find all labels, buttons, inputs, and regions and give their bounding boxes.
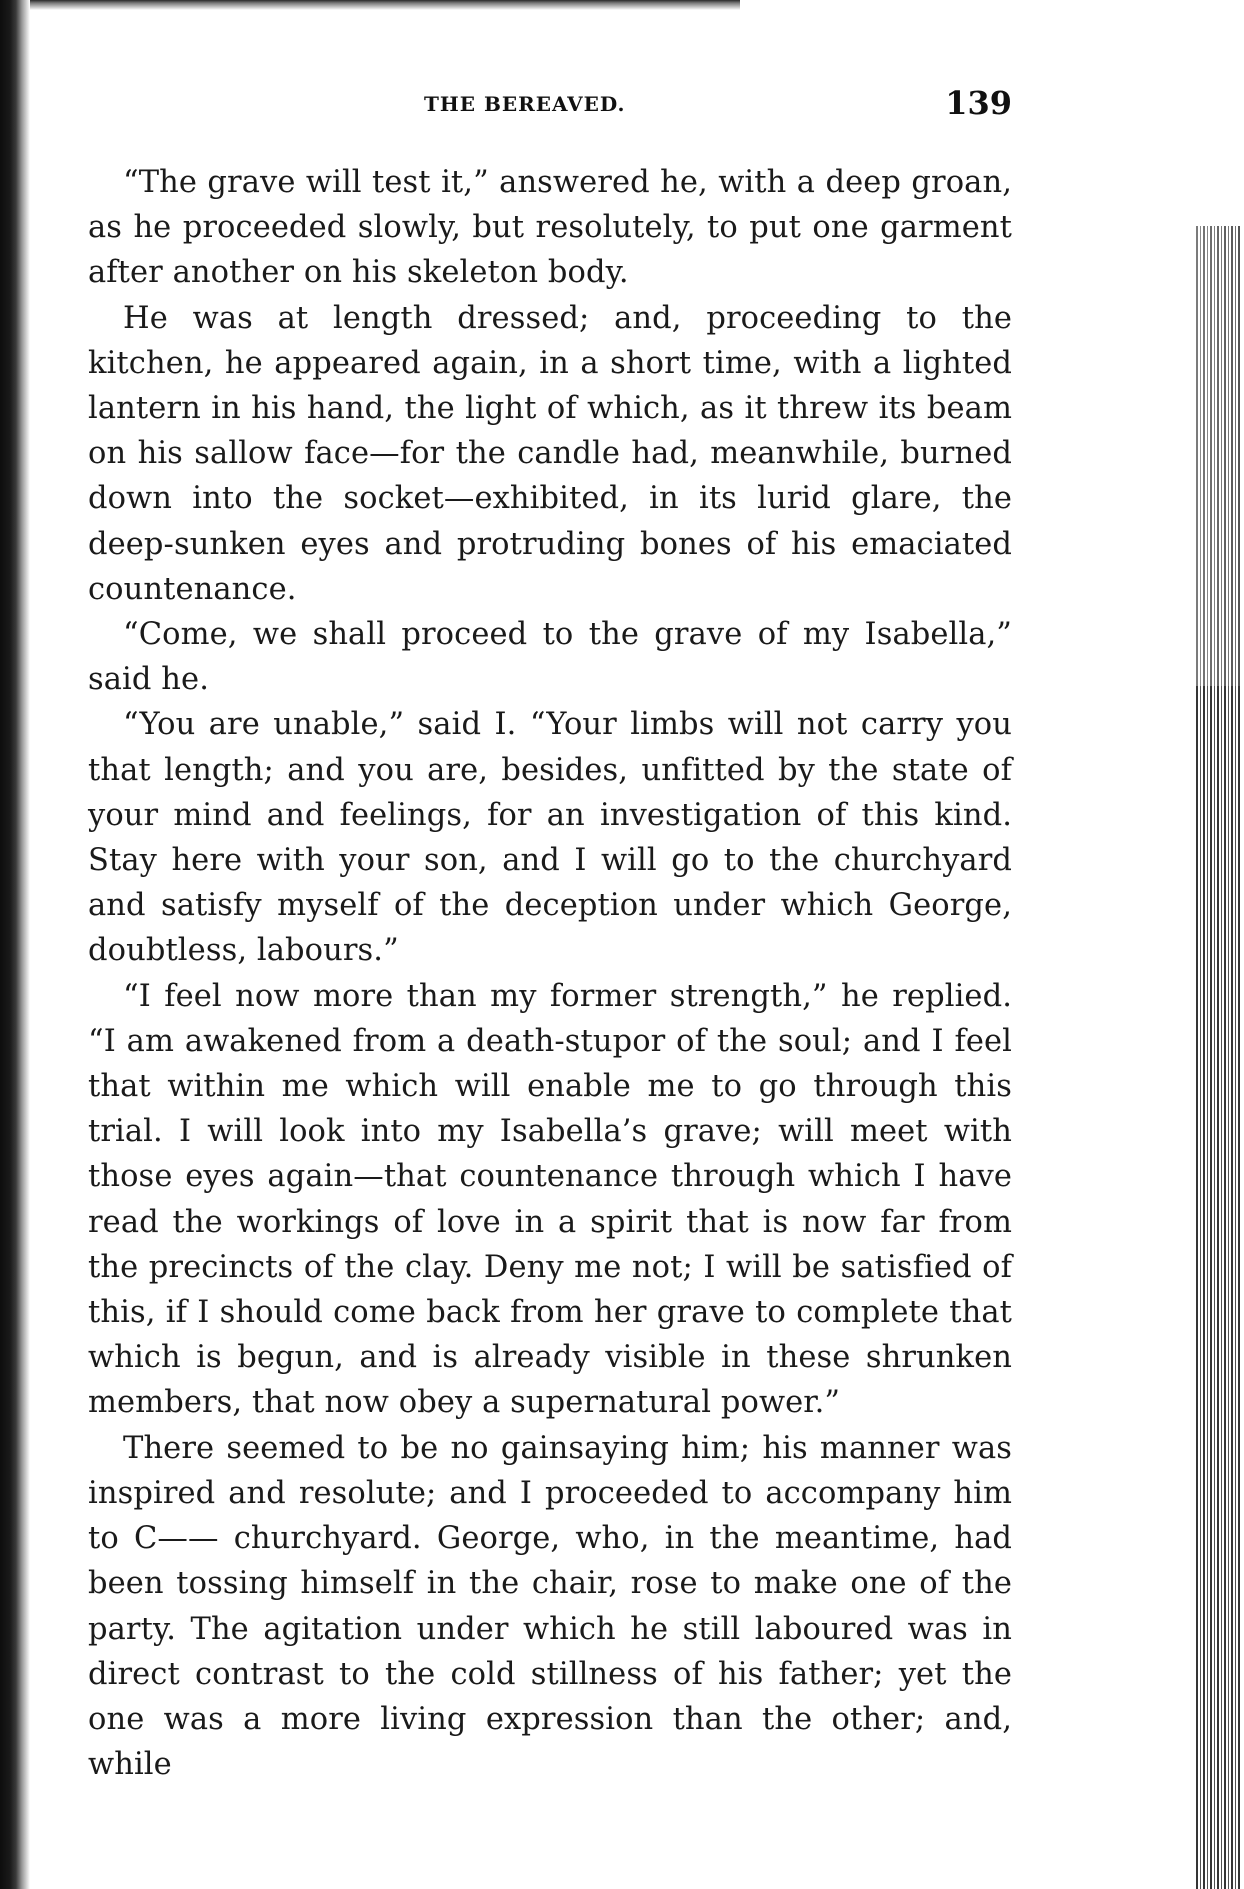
paragraph: There seemed to be no gainsaying him; his manner was inspired and resolute; and I proceeded to accompany him to C—— churchyard. George, who, in the meantime, had been tossing himself in the chair, rose to make one of the party. The agitation under which he still laboured was in direct contrast to the cold stillness of his father; yet the one was a more living expression than the other; and, while [88, 1430, 1012, 1783]
scan-top-edge [0, 0, 740, 10]
body-text [88, 160, 1012, 1787]
paragraph: He was at length dressed; and, proceeding to the kitchen, he appeared again, in a short time, with a lighted lantern in his hand, the light of which, as it threw its beam on his sallow face—for the candle had, meanwhile, burned down into the socket—exhibited, in its lurid glare, the deep-sunken eyes and protruding bones of his emaciated countenance. [88, 300, 1012, 607]
page-header [88, 84, 1012, 128]
page-number: 139 [945, 84, 1012, 122]
scan-binding-edge [0, 0, 30, 1889]
paragraph: “I feel now more than my former strength,” he replied. “I am awakened from a death-stupor of the soul; and I feel that within me which will enable me to go through this trial. I will look into my Isabella’s grave; will meet with those eyes again—that countenance through which I have read the workings of love in a spirit that is now far from the precincts of the clay. Deny me not; I will be satisfied of this, if I should come back from her grave to complete that which is begun, and is already visible in these shrunken members, that now obey a supernatural power.” [88, 978, 1012, 1421]
paragraph: “Come, we shall proceed to the grave of my Isabella,” said he. [88, 617, 1012, 698]
scan-right-page-edges-highlight [1196, 226, 1240, 686]
paragraph: “The grave will test it,” answered he, with a deep groan, as he proceeded slowly, but resolutely, to put one garment after another on his skeleton body. [88, 165, 1012, 291]
paragraph: “You are unable,” said I. “Your limbs will not carry you that length; and you are, besides, unfitted by the state of your mind and feelings, for an investigation of this kind. Stay here with your son, and I will go to the churchyard and satisfy myself of the deception under which George, doubtless, labours.” [88, 707, 1012, 969]
running-head: THE BEREAVED. [424, 92, 626, 116]
